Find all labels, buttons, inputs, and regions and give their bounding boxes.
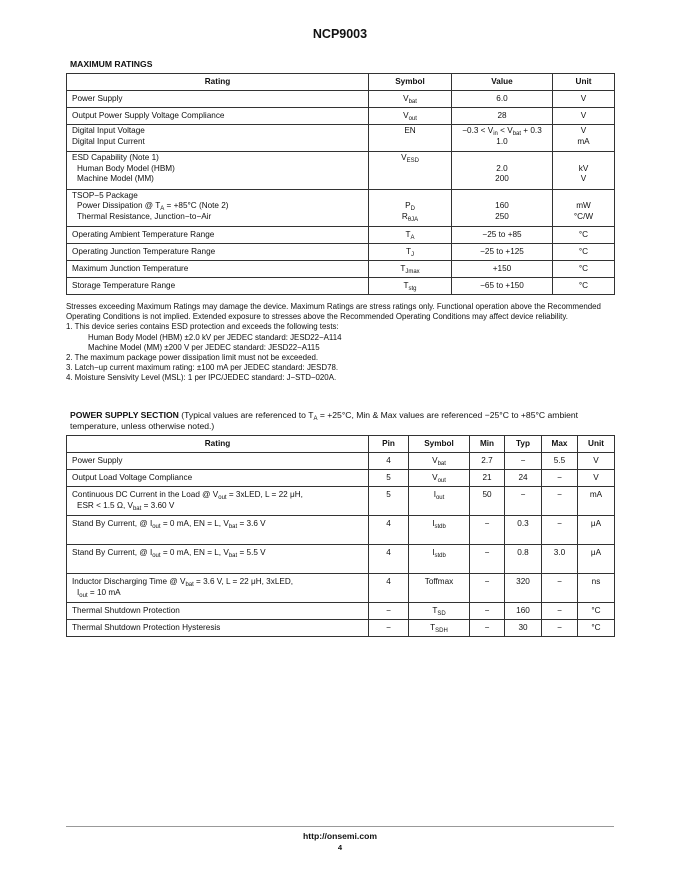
rating-cell (67, 125, 369, 152)
col-header-value: Value (452, 74, 553, 91)
rating-cell (67, 108, 369, 125)
symbol: $T_{SD}$ (432, 605, 446, 617)
table-row (67, 125, 615, 152)
unit-cell: μA (578, 545, 615, 574)
symbol: $I_{stdb}$ (432, 519, 446, 530)
typ-cell: 0.8 (505, 545, 542, 574)
col-header-rating: Rating (67, 436, 369, 453)
cell-line: 28 (497, 110, 507, 120)
table-row (67, 152, 615, 190)
rating-cell (67, 487, 369, 516)
cell-line: +150 (492, 263, 512, 273)
min-cell: − (470, 603, 505, 620)
value-cell (452, 125, 553, 152)
unit-cell (553, 152, 615, 190)
page-title: NCP9003 (312, 27, 368, 41)
cell-line: Power Supply (72, 93, 123, 103)
cell-line: Power Supply (72, 455, 123, 465)
unit-cell (553, 189, 615, 227)
table-row (67, 470, 615, 487)
cell-line (374, 137, 446, 148)
symbol-cell (409, 603, 470, 620)
col-header-max: Max (542, 436, 578, 453)
col-header-symbol: Symbol (409, 436, 470, 453)
col-header-pin: Pin (369, 436, 409, 453)
symbol-cell (369, 244, 452, 261)
page-number: 4 (337, 843, 343, 852)
cell-line: V (580, 110, 587, 120)
unit-cell: mA (578, 487, 615, 516)
rating-cell (67, 516, 369, 545)
rating-cell (67, 620, 369, 637)
max-cell: 5.5 (542, 453, 578, 470)
cell-line: Thermal Shutdown Protection (72, 605, 180, 615)
cell-line: Storage Temperature Range (72, 280, 176, 290)
footer-url: http://onsemi.com (302, 831, 377, 841)
power-supply-header-row (67, 436, 615, 453)
cell-line: Stand By Current, @ $I_{out} = 0$ mA, EN = L, $V_{bat} = 3.6$ V (72, 519, 266, 530)
symbol: $T_{SDH}$ (430, 622, 448, 634)
value-cell (452, 152, 553, 190)
cell-line: Power Dissipation @ $T_A = +85^\circ C$ (Note 2) (77, 201, 229, 212)
symbol: $T_A$ (405, 229, 415, 241)
cell-line: TSOP−5 Package (72, 190, 138, 200)
max-ratings-header-row (67, 74, 615, 91)
cell-line: −25 to +125 (480, 246, 524, 256)
cell-line: Inductor Discharging Time @ $V_{bat} = 3.6$ V, L = 22 μH, 3xLED, (72, 577, 294, 588)
cell-line: °C (578, 229, 589, 239)
symbol: $V_{out}$ (432, 472, 446, 484)
value-cell (452, 244, 553, 261)
cell-line: ESR < 1.5 Ω, $V_{bat} = 3.60$ V (77, 500, 175, 512)
rating-cell (67, 545, 369, 574)
cell-line: °C (578, 280, 589, 290)
value-cell (452, 189, 553, 227)
cell-line: Machine Model (MM) (77, 174, 154, 183)
symbol: $P_D$ (405, 201, 415, 212)
symbol-cell (409, 487, 470, 516)
cell-line: °C (578, 246, 589, 256)
symbol-cell (409, 470, 470, 487)
pin-cell: 5 (369, 470, 409, 487)
cell-line: 200 (495, 174, 509, 183)
max-cell: − (542, 487, 578, 516)
rating-cell (67, 189, 369, 227)
symbol-cell (369, 227, 452, 244)
pin-cell: 4 (369, 516, 409, 545)
symbol-cell (369, 108, 452, 125)
min-cell: − (470, 516, 505, 545)
cell-line: Continuous DC Current in the Load @ $V_{out}$ = 3xLED, L = 22 μH, (72, 490, 303, 501)
pin-cell: − (369, 620, 409, 637)
cell-line: °C (578, 263, 589, 273)
min-cell: − (470, 574, 505, 603)
symbol: $V_{bat}$ (403, 93, 417, 105)
table-row (67, 574, 615, 603)
typ-cell: 0.3 (505, 516, 542, 545)
max-ratings-title: MAXIMUM RATINGS (70, 59, 153, 69)
unit-cell: μA (578, 516, 615, 545)
cell-line (558, 191, 609, 202)
table-row (67, 603, 615, 620)
table-row (67, 545, 615, 574)
cell-line: V (580, 93, 587, 103)
symbol-cell (369, 278, 452, 295)
min-cell: 50 (470, 487, 505, 516)
rating-cell (67, 152, 369, 190)
notes-block (66, 302, 614, 384)
cell-line: V (580, 174, 587, 183)
power-supply-title: POWER SUPPLY SECTION (70, 410, 179, 420)
rating-cell (67, 574, 369, 603)
table-row (67, 453, 615, 470)
cell-line: −65 to +150 (480, 280, 524, 290)
min-cell: − (470, 545, 505, 574)
cell-line: 250 (495, 211, 509, 221)
cell-line (374, 191, 446, 202)
symbol-cell (409, 545, 470, 574)
cell-line: Digital Input Current (72, 136, 145, 146)
symbol: $T_J$ (405, 246, 414, 258)
rating-cell (67, 470, 369, 487)
max-cell: 3.0 (542, 545, 578, 574)
value-cell (452, 91, 553, 108)
symbol-cell (369, 261, 452, 278)
cell-line: 2.0 (496, 163, 508, 173)
symbol-cell (369, 152, 452, 190)
col-header-symbol: Symbol (369, 74, 452, 91)
cell-line: Output Load Voltage Compliance (72, 472, 193, 482)
min-cell: − (470, 620, 505, 637)
value-cell (452, 278, 553, 295)
pin-cell: 4 (369, 545, 409, 574)
cell-line: °C/W (573, 211, 594, 221)
symbol: $T_{Jmax}$ (400, 263, 420, 275)
min-cell: 2.7 (470, 453, 505, 470)
cell-line: Stand By Current, @ $I_{out} = 0$ mA, EN = L, $V_{bat} = 5.5$ V (72, 548, 266, 559)
typ-cell: − (505, 487, 542, 516)
rating-cell (67, 261, 369, 278)
table-row (67, 91, 615, 108)
value-cell (452, 227, 553, 244)
unit-cell (553, 278, 615, 295)
symbol: $V_{ESD}$ (401, 153, 419, 164)
pin-cell: 4 (369, 574, 409, 603)
max-cell: − (542, 574, 578, 603)
min-cell: 21 (470, 470, 505, 487)
col-header-unit: Unit (553, 74, 615, 91)
power-supply-note: (Typical values are referenced to $T_A = +25^\circ C$, Min & Max values are referenced −25°C to +85°C ambient temperature, unless otherwise noted.) (70, 410, 579, 431)
max-ratings-table (66, 73, 615, 295)
max-cell: − (542, 620, 578, 637)
footer-divider (66, 826, 614, 827)
symbol: $I_{out}$ (433, 490, 445, 501)
unit-cell: °C (578, 620, 615, 637)
power-supply-heading (70, 410, 618, 432)
cell-line: mA (577, 136, 590, 146)
symbol: EN (404, 126, 416, 135)
col-header-min: Min (470, 436, 505, 453)
unit-cell: V (578, 470, 615, 487)
footnote-1b: Machine Model (MM) ±200 V per JEDEC standard: JESD22−A115 (88, 342, 320, 352)
cell-line: mW (576, 201, 591, 210)
max-cell: − (542, 470, 578, 487)
col-header-typ: Typ (505, 436, 542, 453)
cell-line: Maximum Junction Temperature (72, 263, 189, 273)
pin-cell: − (369, 603, 409, 620)
col-header-unit: Unit (578, 436, 615, 453)
symbol: $T_{stg}$ (403, 280, 417, 292)
cell-line: Thermal Resistance, Junction−to−Air (77, 211, 212, 221)
stress-note: Stresses exceeding Maximum Ratings may damage the device. Maximum Ratings are stress ratings only. Functional operation above the Recommended Operating Conditions is not implied. Extended exposure to stresses above the Recommended Operating Conditions may affect device reliability. (66, 302, 601, 322)
footnote-2: 2. The maximum package power dissipation limit must not be exceeded. (66, 353, 319, 363)
table-row (67, 278, 615, 295)
value-cell (452, 108, 553, 125)
typ-cell: 160 (505, 603, 542, 620)
typ-cell: − (505, 453, 542, 470)
symbol-cell (409, 620, 470, 637)
symbol-cell (409, 453, 470, 470)
table-row (67, 108, 615, 125)
symbol: $V_{bat}$ (432, 455, 446, 467)
cell-line: 6.0 (496, 93, 508, 103)
footnote-4: 4. Moisture Sensivity Level (MSL): 1 per IPC/JEDEC standard: J−STD−020A. (66, 373, 337, 383)
rating-cell (67, 603, 369, 620)
cell-line: 1.0 (496, 136, 508, 146)
cell-line (457, 191, 547, 202)
cell-line: Human Body Model (HBM) (77, 163, 175, 173)
unit-cell (553, 244, 615, 261)
unit-cell: °C (578, 603, 615, 620)
cell-line: Operating Ambient Temperature Range (72, 229, 215, 239)
power-supply-table (66, 435, 615, 637)
value-cell (452, 261, 553, 278)
unit-cell: V (578, 453, 615, 470)
cell-line: ESD Capability (Note 1) (72, 153, 159, 162)
table-row (67, 244, 615, 261)
typ-cell: 24 (505, 470, 542, 487)
pin-cell: 5 (369, 487, 409, 516)
symbol-cell (409, 574, 470, 603)
cell-line: Operating Junction Temperature Range (72, 246, 216, 256)
footnote-1a: Human Body Model (HBM) ±2.0 kV per JEDEC standard: JESD22−A114 (88, 332, 342, 342)
unit-cell (553, 227, 615, 244)
rating-cell (67, 244, 369, 261)
table-row (67, 261, 615, 278)
cell-line (558, 153, 609, 164)
symbol-cell (409, 516, 470, 545)
table-row (67, 487, 615, 516)
symbol: $I_{stdb}$ (432, 548, 446, 559)
col-header-rating: Rating (67, 74, 369, 91)
cell-line (457, 153, 547, 164)
max-cell: − (542, 516, 578, 545)
rating-cell (67, 278, 369, 295)
cell-line: −25 to +85 (482, 229, 522, 239)
table-row (67, 227, 615, 244)
symbol-cell (369, 125, 452, 152)
unit-cell (553, 261, 615, 278)
table-row (67, 516, 615, 545)
symbol-cell (369, 189, 452, 227)
max-cell: − (542, 603, 578, 620)
rating-cell (67, 453, 369, 470)
symbol: Toffmax (424, 577, 454, 586)
footnote-1: 1. This device series contains ESD protection and exceeds the following tests: (66, 322, 339, 332)
cell-line (374, 174, 446, 185)
unit-cell (553, 125, 615, 152)
typ-cell: 30 (505, 620, 542, 637)
table-row (67, 620, 615, 637)
symbol-cell (369, 91, 452, 108)
footnote-3: 3. Latch−up current maximum rating: ±100 mA per JEDEC standard: JESD78. (66, 363, 339, 373)
unit-cell: ns (578, 574, 615, 603)
cell-line: $-0.3 < V_{in} < V_{bat} + 0.3$ (462, 126, 542, 137)
cell-line: Output Power Supply Voltage Compliance (72, 110, 225, 120)
unit-cell (553, 91, 615, 108)
rating-cell (67, 227, 369, 244)
cell-line: V (580, 126, 587, 135)
cell-line: Digital Input Voltage (72, 126, 145, 135)
symbol: $V_{out}$ (403, 110, 417, 122)
cell-line: kV (578, 163, 589, 173)
table-row (67, 189, 615, 227)
cell-line: Thermal Shutdown Protection Hysteresis (72, 622, 221, 632)
cell-line: 160 (495, 201, 509, 210)
unit-cell (553, 108, 615, 125)
pin-cell: 4 (369, 453, 409, 470)
symbol: $R_{\theta JA}$ (401, 211, 419, 223)
cell-line (374, 164, 446, 175)
cell-line: $I_{out} = 10$ mA (77, 587, 121, 599)
typ-cell: 320 (505, 574, 542, 603)
rating-cell (67, 91, 369, 108)
